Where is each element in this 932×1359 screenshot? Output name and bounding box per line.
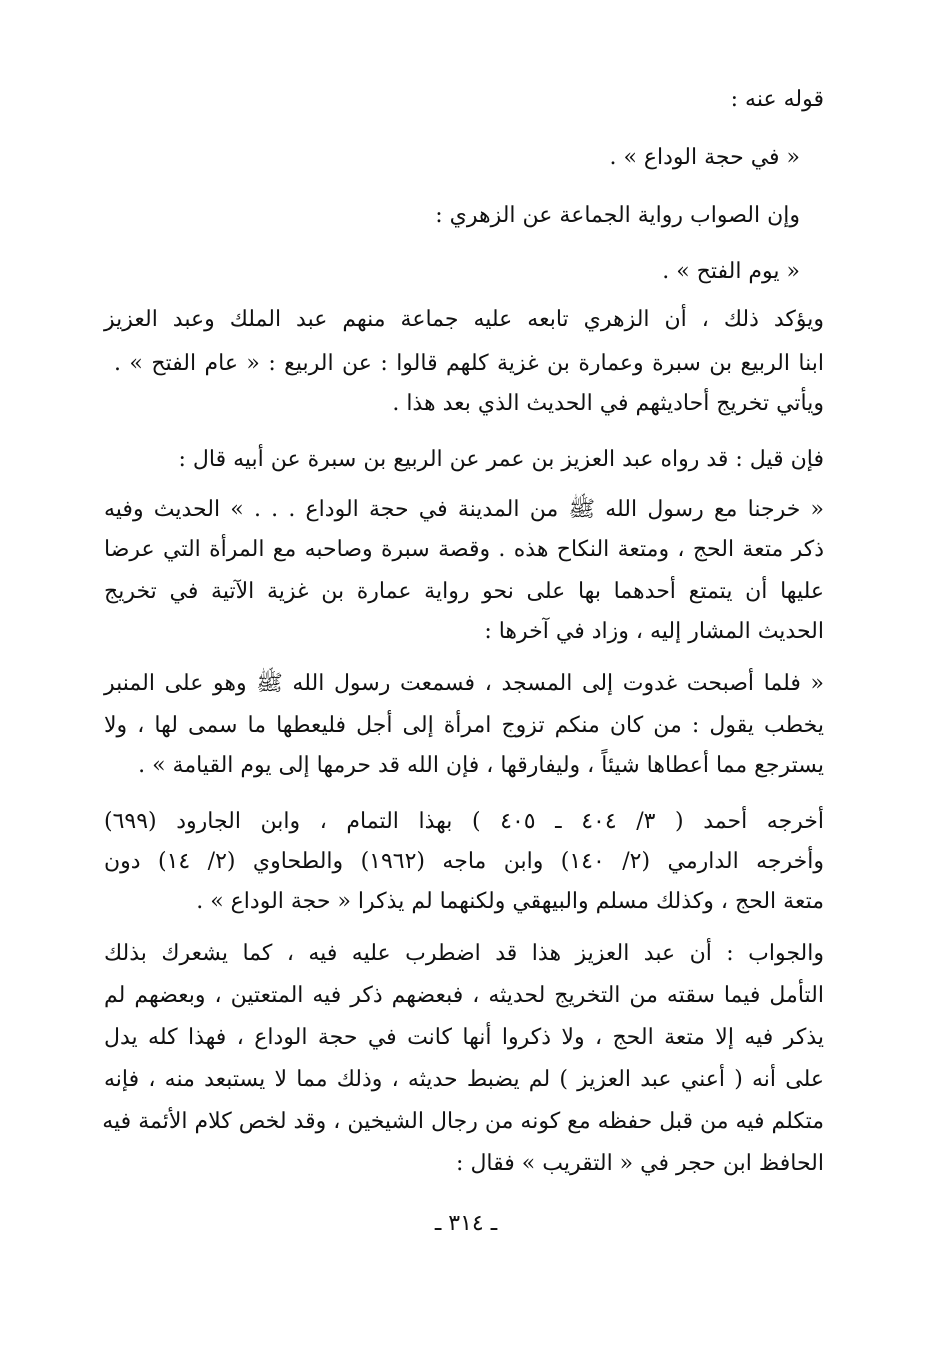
text-line: يذكر فيه إلا متعة الحج ، ولا ذكروا أنها كانت في حجة الوداع ، فهذا كله يدل: [104, 1025, 824, 1050]
text-line: ابنا الربيع بن سبرة وعمارة بن غزية كلهم قالوا : عن الربيع : « عام الفتح » .: [114, 351, 824, 376]
text-line: ويؤكد ذلك ، أن الزهري تابعه عليه جماعة منهم عبد الملك وعبد العزيز: [104, 307, 824, 332]
text-line: متكلم فيه من قبل حفظه مع كونه من رجال الشيخين ، وقد لخص كلام الأئمة فيه: [102, 1109, 824, 1134]
text-line: وأخرجه الدارمي (٢/ ١٤٠) وابن ماجه (١٩٦٢) والطحاوي (٢/ ١٤) دون: [104, 849, 825, 874]
text-line: قوله عنه :: [730, 87, 824, 112]
text-line: والجواب : أن عبد العزيز هذا قد اضطرب عليه فيه ، كما يشعرك بذلك: [104, 941, 824, 966]
text-line: « يوم الفتح » .: [662, 259, 800, 284]
text-line: متعة الحج ، وكذلك مسلم والبيهقي ولكنهما لم يذكرا « حجة الوداع » .: [196, 889, 824, 914]
text-line: الحديث المشار إليه ، وزاد في آخرها :: [484, 619, 824, 644]
text-line: فإن قيل : قد رواه عبد العزيز بن عمر عن الربيع بن سبرة عن أبيه قال :: [178, 447, 824, 472]
text-line: ويأتي تخريج أحاديثهم في الحديث الذي بعد هذا .: [392, 391, 824, 416]
text-line: التأمل فيما سقته من التخريج لحديثه ، فبعضهم ذكر فيه المتعتين ، وبعضهم لم: [104, 983, 824, 1008]
text-line: « خرجنا مع رسول الله ﷺ من المدينة في حجة الوداع . . . » الحديث وفيه: [104, 497, 824, 522]
text-line: على أنه ( أعني عبد العزيز ) لم يضبط حديثه ، وذلك مما لا يستبعد منه ، فإنه: [104, 1067, 824, 1092]
text-line: عليها أن يتمتع أحدهما بها على نحو رواية عمارة بن غزية الآتية في تخريج: [104, 579, 824, 604]
page-number: ـ ٣١٤ ـ: [434, 1211, 498, 1236]
text-line: ذكر متعة الحج ، ومتعة النكاح هذه . وقصة سبرة وصاحبه مع المرأة التي عرضا: [104, 537, 824, 562]
text-line: أخرجه أحمد ( ٣/ ٤٠٤ ـ ٤٠٥ ) بهذا التمام ، وابن الجارود (٦٩٩): [104, 809, 825, 834]
text-line: « في حجة الوداع » .: [609, 145, 800, 170]
text-line: وإن الصواب رواية الجماعة عن الزهري :: [435, 203, 800, 228]
text-line: يسترجع مما أعطاها شيئاً ، وليفارقها ، فإن الله قد حرمها إلى يوم القيامة » .: [138, 753, 824, 778]
text-line: « فلما أصبحت غدوت إلى المسجد ، فسمعت رسول الله ﷺ وهو على المنبر: [104, 671, 824, 696]
text-line: الحافظ ابن حجر في « التقريب » فقال :: [456, 1151, 824, 1176]
text-line: يخطب يقول : من كان منكم تزوج امرأة إلى أجل فليعطها ما سمى لها ، ولا: [104, 713, 824, 738]
